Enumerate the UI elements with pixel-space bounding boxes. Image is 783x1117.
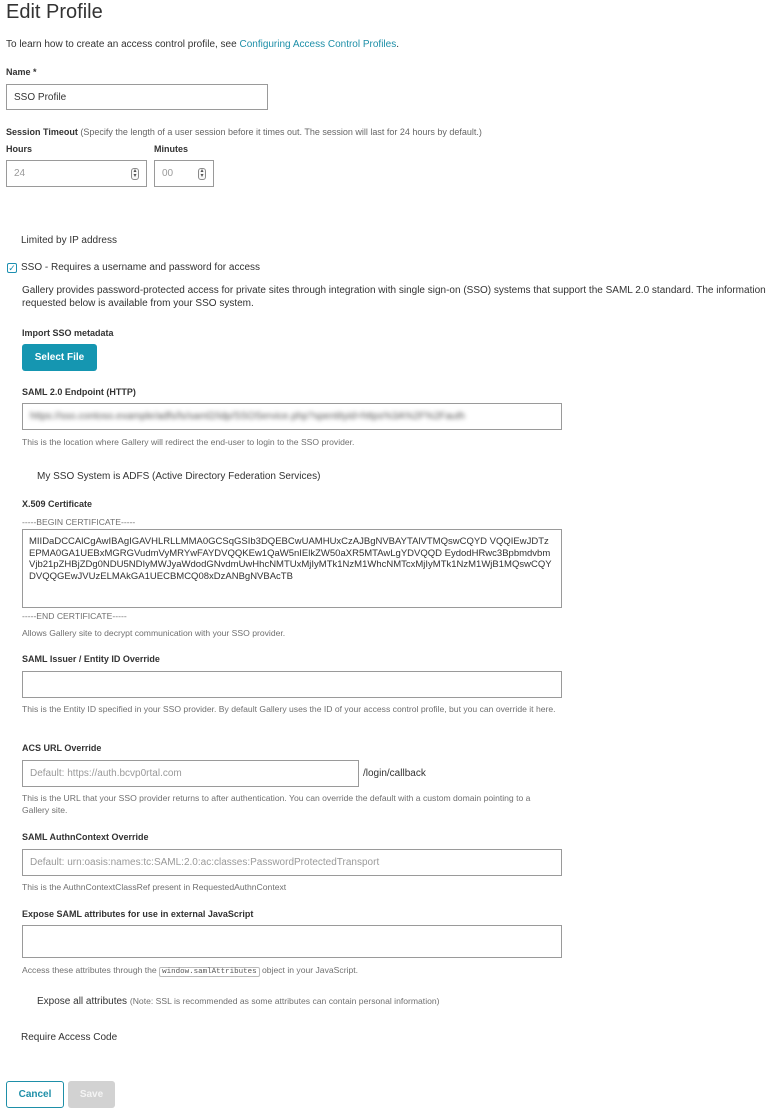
acs-url-help: This is the URL that your SSO provider returns to after authentication. You can override the default with a custom domain pointing to a Gallery site. xyxy=(22,793,531,815)
saml-attributes-code: window.samlAttributes xyxy=(159,967,260,977)
authn-context-help: This is the AuthnContextClassRef present in RequestedAuthnContext xyxy=(22,882,287,892)
ip-option-label[interactable]: Limited by IP address xyxy=(21,235,117,246)
expose-attributes-input[interactable] xyxy=(22,925,562,958)
endpoint-label: SAML 2.0 Endpoint (HTTP) xyxy=(22,387,136,397)
sso-checkbox[interactable]: ✓ xyxy=(8,263,16,273)
certificate-textarea[interactable]: MIIDaDCCAlCgAwIBAgIGAVHLRLLMMA0GCSqGSIb3DQEBCwUAMHUxCzAJBgNVBAYTAlVTMQswCQYD VQQIEwJDTzEPMA0GA1UEBxMGRGVudmVyMRYwFAYDVQQKEw1QaW5nIElkZW50aXR5MTAwLgYDVQQD EydodHRwc3BpbmdvbmVjb21pZHBjZDg0NDU5NDIyMWJyaWdodGNvdmUwHhcNMTUxMjIyMTk1NzM1WhcNMTcxMjIyMTk1NzM1WjB1MQswCQYDVQQGEwJVUzELMAkGA1UECBMCQ08xDzANBgNVBAcTB xyxy=(22,529,562,608)
access-code-option-label[interactable]: Require Access Code xyxy=(21,1032,118,1043)
cert-end-marker: -----END CERTIFICATE----- xyxy=(22,611,127,621)
hours-input[interactable] xyxy=(6,160,147,187)
sso-description: Gallery provides password-protected access for private sites through integration with single sign-on (SSO) systems that support the SAML 2.0 standard. The information requested below is available from your SSO system. xyxy=(22,285,766,309)
acs-url-input[interactable] xyxy=(22,760,359,787)
hours-stepper-icon[interactable]: ▴ ▾ xyxy=(131,168,139,180)
name-label: Name * xyxy=(6,67,37,77)
intro-text: To learn how to create an access control profile, see Configuring Access Control Profiles. xyxy=(6,39,399,50)
acs-url-label: ACS URL Override xyxy=(22,743,102,753)
session-timeout-label: Session Timeout (Specify the length of a user session before it times out. The session will last for 24 hours by default.) xyxy=(6,127,482,137)
cancel-button[interactable]: Cancel xyxy=(6,1081,64,1108)
hours-label: Hours xyxy=(6,144,33,154)
expose-all-option[interactable]: Expose all attributes (Note: SSL is recommended as some attributes can contain personal information) xyxy=(37,996,440,1007)
endpoint-value: https://sso.contoso.example/adfs/ls/saml2/idp/SSOService.php?spentityid=https%3A%2F%2Fauth xyxy=(30,411,465,422)
save-button[interactable]: Save xyxy=(68,1081,115,1108)
cert-begin-marker: -----BEGIN CERTIFICATE----- xyxy=(22,517,136,527)
endpoint-input[interactable] xyxy=(22,403,562,430)
select-file-button[interactable]: Select File xyxy=(22,344,97,371)
acs-url-suffix: /login/callback xyxy=(363,768,426,779)
issuer-label: SAML Issuer / Entity ID Override xyxy=(22,654,160,664)
minutes-label: Minutes xyxy=(154,144,189,154)
name-input[interactable] xyxy=(6,84,268,110)
issuer-input[interactable] xyxy=(22,671,562,698)
page-title: Edit Profile xyxy=(6,1,103,23)
certificate-help: Allows Gallery site to decrypt communication with your SSO provider. xyxy=(22,628,286,638)
expose-attributes-label: Expose SAML attributes for use in external JavaScript xyxy=(22,909,254,919)
issuer-help: This is the Entity ID specified in your SSO provider. By default Gallery uses the ID of your access control profile, but you can override it here. xyxy=(22,704,556,714)
endpoint-help: This is the location where Gallery will redirect the end-user to login to the SSO provider. xyxy=(22,437,355,447)
minutes-stepper-icon[interactable]: ▴ ▾ xyxy=(198,168,206,180)
configuring-profiles-link[interactable]: Configuring Access Control Profiles xyxy=(239,39,397,50)
adfs-option-label[interactable]: My SSO System is ADFS (Active Directory Federation Services) xyxy=(37,471,321,482)
authn-context-input[interactable] xyxy=(22,849,562,876)
authn-context-label: SAML AuthnContext Override xyxy=(22,832,149,842)
sso-option-label[interactable]: SSO - Requires a username and password for access xyxy=(21,262,260,273)
import-metadata-label: Import SSO metadata xyxy=(22,328,114,338)
expose-attributes-help: Access these attributes through the window.samlAttributes object in your JavaScript. xyxy=(22,965,359,976)
certificate-label: X.509 Certificate xyxy=(22,499,93,509)
